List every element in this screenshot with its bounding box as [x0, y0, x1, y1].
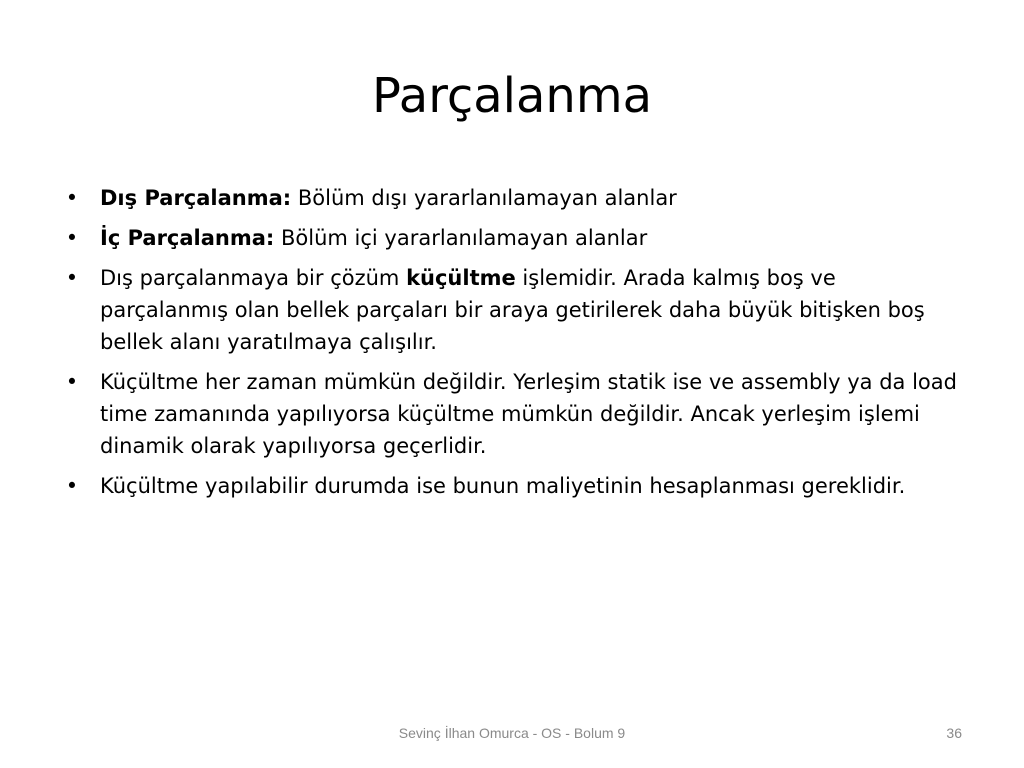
- bullet-item-compaction-solution: [0, 262, 1024, 358]
- bullet-text-part: Dış parçalanmaya bir çözüm: [100, 266, 407, 290]
- bullet-text: [100, 370, 957, 458]
- bullet-text: [100, 266, 925, 354]
- bullet-text-part: Küçültme her zaman mümkün değildir. Yerleşim statik ise ve assembly ya da load time zamanında yapılıyorsa küçültme mümkün değildir. Ancak yerleşim işlemi dinamik olarak yapılıyorsa geçerlidir.: [100, 370, 957, 458]
- bullet-dot-icon: •: [65, 266, 79, 290]
- bullet-list: [0, 182, 1024, 510]
- bullet-item-internal-fragmentation: [0, 222, 1024, 254]
- bullet-item-compaction-limits: [0, 366, 1024, 462]
- bullet-dot-icon: •: [65, 474, 79, 498]
- slide-title: Parçalanma: [371, 68, 653, 124]
- bullet-text: [100, 226, 647, 250]
- bullet-term: küçültme: [406, 266, 516, 290]
- bullet-text: [100, 186, 677, 210]
- page-number: 36: [946, 725, 962, 741]
- bullet-description: Bölüm dışı yararlanılamayan alanlar: [291, 186, 677, 210]
- bullet-text-part: işlemidir. Arada kalmış boş ve parçalanmış olan bellek parçaları bir araya getirilerek daha büyük bitişken boş bellek alanı yaratılmaya çalışılır.: [100, 266, 925, 354]
- bullet-dot-icon: •: [65, 186, 79, 210]
- bullet-term: İç Parçalanma:: [100, 226, 275, 250]
- bullet-item-compaction-cost: [0, 470, 1024, 502]
- footer-author-course: Sevinç İlhan Omurca - OS - Bolum 9: [398, 725, 626, 741]
- bullet-description: Bölüm içi yararlanılamayan alanlar: [274, 226, 648, 250]
- bullet-dot-icon: •: [65, 226, 79, 250]
- bullet-item-external-fragmentation: [0, 182, 1024, 214]
- bullet-text: [100, 474, 905, 498]
- bullet-term: Dış Parçalanma:: [100, 186, 292, 210]
- bullet-dot-icon: •: [65, 370, 79, 394]
- bullet-text-part: Küçültme yapılabilir durumda ise bunun maliyetinin hesaplanması gereklidir.: [100, 474, 906, 498]
